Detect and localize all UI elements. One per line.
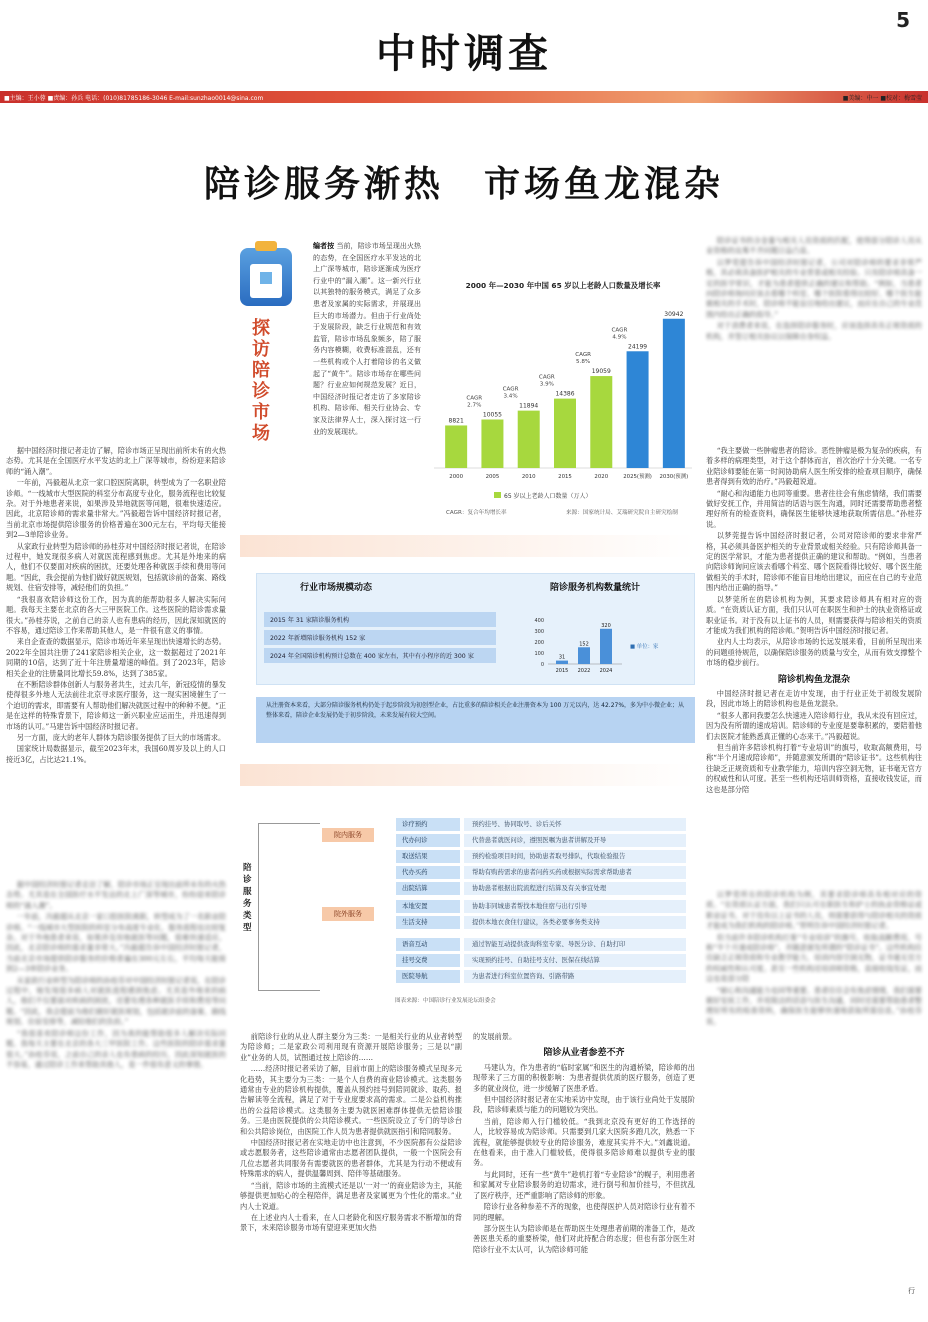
- paragraph: 从家政行业转型为陪诊师的孙桂芬对中国经济时报记者说，在陪诊过程中，她发现很多病人对就医流程感到焦虑。尤其是外地来的病人，他们不仅要面对疾病的困扰，还要处理各种就医手续和费用等问题。“因此，我会提前为他们做好就医规划，包括就诊前的备案、路线规划、住宿安排等，减轻他们的负担。”: [6, 975, 226, 1027]
- chart1-legend-label: 65 岁以上老龄人口数量（万人）: [504, 493, 592, 500]
- chart2-bar: [600, 629, 612, 664]
- chart1-note: CAGR：复合年均增长率: [446, 510, 507, 516]
- chart1-value-label: 10055: [482, 411, 502, 419]
- chart1-cagr-value: 5.8%: [576, 359, 591, 366]
- chart1-bar: [627, 351, 649, 468]
- paragraph: “我很喜欢陪诊师这份工作，因为真的能帮助很多人解决实际问题。我每天主要在北京的各大三甲医院工作。这些医院的陪诊需求量很大。”孙桂芬说，之前自己的亲人也有患病的经历，因此深知就医的不容易，通过陪诊工作来帮助其他人，是一件很有意义的事情。: [6, 594, 226, 635]
- bottom-left-column: [240, 1032, 462, 1312]
- paragraph: 一年前，冯毅超从北京一家口腔医院离职，转型成为了一名职业陪诊师。“一线城市大型医院的科室分布高度专业化，服务流程也比较复杂。对于外地患者来说，如果涉及异地就医等问题，很难快速适应。因此，北京陪诊师的需求量非常大。”冯毅超告诉中国经济时报记者，当前北京市场提供陪诊服务的价格普遍在300元左右，平均每天能接到2—3单陪诊业务。: [6, 912, 226, 974]
- paragraph: 据中国经济时报记者走访了解，陪诊市场正呈现出前所未有的火热态势。尤其是在全国医疗水平发达的北上广深等城市，纷纷迎来陪诊师的“涌入潮”。: [6, 880, 226, 910]
- paragraph: 当前，陪诊师入行门槛较低。“我到北京没有更好的工作选择的人，比较容易成为陪诊师。只需要到几家大医院多跑几次，熟悉一下流程，就能够提供较专业的陪诊服务，难度其实并不大。”刘鑫说道。在他看来，由于准入门槛较低，使得很多陪诊师难以提供专业的服务。: [473, 1116, 695, 1168]
- chart2-svg: [526, 616, 692, 680]
- paragraph: 前陪诊行业的从业人群主要分为三类：一是相关行业的从业者转型为陪诊师；二是家政公司利用现有资源开展陪诊服务；三是以“副业”业务的人员，试图通过按上陪诊的……: [240, 1032, 462, 1062]
- chart1-cagr-name: CAGR: [502, 386, 519, 393]
- paragraph: 部分医生认为陪诊师是在帮助医生处理患者前期的准备工作，是改善医患关系的重要桥梁，他们对此持配合的态度；但也有部分医生对陪诊行业不太认可，认为陪诊师可能: [473, 1223, 695, 1254]
- paragraph: 在上述业内人士看来，在人口老龄化和医疗服务需求不断增加的背景下，未来陪诊服务市场有望迎来更加火热: [240, 1212, 462, 1233]
- service-category: 医院导航: [396, 970, 460, 983]
- chart1-category-label: 2010: [521, 474, 536, 480]
- service-category: 取送结果: [396, 850, 460, 863]
- paragraph: “我很喜欢陪诊师这份工作，因为真的能帮助很多人解决实际问题。我每天主要在北京的各大三甲医院工作。这些医院的陪诊需求量很大。”孙桂芬说，之前自己的亲人也有患病的经历，因此深知就医的不容易，通过陪诊工作来帮助其他人，是一件很有意义的事情。: [6, 1028, 226, 1069]
- subheading: 陪诊机构鱼龙混杂: [777, 674, 850, 685]
- service-description: 帮助有购药需求的患者问药买药或根据实际需求帮助患者: [464, 866, 686, 879]
- chart1-cagr-name: CAGR: [611, 327, 628, 334]
- chart1-svg: [430, 296, 696, 492]
- service-description: 协助非同城患者帮找本地住宿与出行引导: [464, 900, 686, 913]
- chart1-source: 来源：国家统计局、艾瑞研究院自主研究绘制: [566, 510, 678, 516]
- paragraph: 以梦莞所在的陪诊机构为例，其要求陪诊师具有相对应的资质。“在资质认证方面，我们只认可在职医生和护士的执业资格证或职业证书。对于没有以上证书的人员，则需要获得与陪诊相关的资质才能成为我们机构的陪诊师。”贺明告诉中国经济时报记者。: [706, 890, 922, 931]
- right-column-blurred-top: [706, 236, 922, 436]
- service-description: 预约检验项目时间，协助患者取号排队，代取检验报告: [464, 850, 686, 863]
- paragraph: 业内人士均表示，从陪诊市场的长远发展来看，目前所呈现出来的问题亟待规范，以确保陪诊服务的质量与安全，从而有效支撑整个市场的稳步前行。: [706, 637, 922, 668]
- chart1-category-label: 2015: [558, 474, 572, 480]
- chart2-unit: ■ 单位：家: [630, 644, 659, 650]
- market-info: 从注册资本来看，大部分陪诊服务机构仍处于起步阶段为初创型企业，占比重多的陪诊相关企业注册资本为 100 万元以内，达 42.27%，多为中小微企业；从整体来看，陪诊企业发展仍处于初步阶段，未来发展有较大空间。: [256, 697, 695, 743]
- chart1-value-label: 19059: [591, 368, 611, 376]
- paragraph: 中国经济时报记者在实地走访中也注意到，不少医院都有公益陪诊或志愿服务者，这些陪诊通常由志愿者团队提供，一般一个医院会有几位志愿者共同服务有需要就医的患者群体，尤其是为行动不便或有特殊需求的病人，提供温馨周到、陪伴等基础服务。: [240, 1138, 462, 1179]
- service-description: 实现预约挂号、自助挂号支付、医保在线结算: [464, 954, 686, 967]
- chart1-category-label: 2000: [449, 474, 464, 480]
- chart1-category-label: 2025(预测): [623, 474, 652, 480]
- paragraph: “很多人都问我要怎么快速进入陪诊师行业，我从未没有回应过，因为没有所谓的速成培训。陪诊师的专业度是要靠积累的，要陪着他们去医院才能熟悉真正懂的心态来干。”冯毅超说。: [706, 710, 922, 741]
- paragraph: 陪诊行业各种参差不齐的现象，也使得医护人员对陪诊行业有着不同的理解。: [473, 1202, 695, 1222]
- chart2-value-label: 152: [579, 641, 589, 648]
- editor-note: [313, 240, 421, 438]
- group-outhospital: 院外服务: [322, 907, 374, 921]
- paragraph: 但当前许多陪诊机构打着“专业培训”的旗号，收取高额费用，号称“半个月速成陪诊师”，并随意颁发所谓的“陪诊证书”。这些机构往往缺乏正规资质和专业教学能力，培训内容空洞无物，证书毫无官方的权威性和认可度。甚至一些机构还培训师资格，直接收钱发证，而这也是部分陪: [706, 742, 922, 794]
- left-column-blurred: [6, 880, 226, 1310]
- paragraph: 但中国经济时报记者在实地采访中发现，由于该行业尚处于发展阶段，陪诊师素质与能力的问题较为突出。: [473, 1095, 695, 1115]
- service-category: 出院结算: [396, 882, 460, 895]
- editor-note-text: 当前，陪诊市场呈现出火热的态势，在全国医疗水平发达的北上广深等城市，陪诊逐渐成为医疗行业中的“漏入潮”。这一新兴行业以其独特的服务模式，满足了众多患者及家属的实际需求，并展现出巨大的市场潜力。但由于行业尚处于发展阶段，缺乏行业规范和有效监管，陪诊市场乱象频多，陪了服务内容模糊，收费标准混乱，还有一些机构或个人打着陪诊的名义做起了“黄牛”。陪诊市场存在哪些问题？行业应如何规范发展？近日，中国经济时报记者走访了多家陪诊机构、陪诊师、相关行业协会、专家及法律界人士，深入探讨这一行业的发展现状。: [313, 242, 421, 436]
- chart1-bar: [663, 319, 685, 468]
- editor-credits: ■主编：王小蓉 ■责编：孙兵 电话：(010)81785186-3046 E-mail:sunzhao0014@sina.com: [4, 95, 264, 102]
- chart1-legend: [494, 491, 592, 500]
- paragraph: 来自企查查的数据显示，陪诊市场近年来呈现出快速增长的态势。2022年全国共注册了241家陪诊相关企业，这一数据超过了2021年同期的10倍，达到了近十年注册量增速的峰值。到了2023年，陪诊相关企业的注册量同比增长59.8%，达到了385家。: [6, 637, 226, 678]
- chart1-cagr-value: 4.9%: [612, 334, 627, 341]
- group-inhospital: 院内服务: [322, 828, 374, 842]
- chart1-category-label: 2020: [594, 474, 609, 480]
- service-description: 代替患者就医问诊，遵照医嘱为患者讲解及开导: [464, 834, 686, 847]
- chart2-category-label: 2024: [599, 668, 613, 674]
- chart2-title: 陪诊服务机构数量统计: [550, 583, 641, 593]
- chart2-ytick: 200: [534, 640, 544, 646]
- chart1-bar: [445, 425, 467, 468]
- chart1-cagr-name: CAGR: [466, 395, 483, 402]
- services-label: 陪诊服务类型: [243, 863, 252, 933]
- design-credits: ■美编：中一 ■校对：梅雪莹: [842, 95, 922, 102]
- chart2-ytick: 100: [534, 651, 544, 657]
- service-description: 通过智能互动提供查询科室专家、导医分诊、自助打印: [464, 938, 686, 951]
- chart1-bar: [554, 399, 576, 468]
- editor-note-label: 编者按: [313, 241, 335, 250]
- chart1-category-label: 2005: [485, 474, 500, 480]
- section-title: 中时调查: [376, 31, 552, 77]
- services-source: 图表来源：中国陪诊行业发展论坛组委会: [395, 998, 496, 1004]
- legend-swatch: [494, 492, 501, 498]
- paragraph: 陪诊证书的含金量与相关人员资质的匹配，使得部分陪诊人员从业资格的良莠不齐问题日益凸显。: [706, 236, 922, 256]
- chart1-value-label: 14386: [555, 390, 575, 398]
- chart2-ytick: 0: [540, 662, 544, 668]
- bottom-right-column: [473, 1032, 695, 1312]
- paragraph: “当前，陪诊市场的主流模式还是以‘一对一’的商业陪诊为主，其能够提供更加贴心的全程陪伴，满足患者及家属更为个性化的需求。”业内人士说道。: [240, 1180, 462, 1211]
- service-category: 代办买药: [396, 866, 460, 879]
- chart2-category-label: 2015: [555, 668, 569, 674]
- paragraph: 另一方面，庞大的老年人群体为陪诊服务提供了巨大的市场需求。: [16, 732, 226, 742]
- market-item: 2024 年全国陪诊机构预计总数在 400 家左右，其中有小程序的近 300 家: [264, 648, 496, 663]
- medical-clipboard-icon: [240, 248, 292, 306]
- chart1-bar: [518, 411, 540, 468]
- page-number: 5: [896, 8, 910, 32]
- service-category: 诊疗预约: [396, 818, 460, 831]
- right-column-blurred-bottom: [706, 890, 922, 1310]
- paragraph: “我主要做一些肿瘤患者的陪诊。恶性肿瘤是极为复杂的疾病，有着多样的病理类型，对于这个群体而言，首次治疗十分关键。一名专业陪诊师要能在第一时间协助病人医生所安排的检查项目顺序，确保患者得到有效的治疗。”冯毅超说道。: [706, 446, 922, 487]
- section-divider: [240, 764, 695, 786]
- paragraph: 以梦莞提告诉中国经济时报记者，公司对陪诊师的要求非常严格，其必须具备医护相关的专业背景或相关经验。只有陪诊师具备一定的医学常识，才能为患者提供正确的建议和帮助。“例如，当患者向陪诊师询问应该去看哪个科室、哪个医院看得比较好、哪个医生能做相关的手术时，陪诊师不能盲目地给出建议，而应在自己的专业范围内给出正确的指导。”: [706, 257, 922, 319]
- chart2-ytick: 400: [534, 618, 544, 624]
- subheading: 陪诊从业者参差不齐: [543, 1048, 625, 1059]
- chart1-cagr-value: 3.9%: [539, 381, 554, 388]
- chart1-cagr-name: CAGR: [538, 374, 555, 381]
- paragraph: 马建认为，作为患者的“临时家属”和医生的沟通桥梁，陪诊师的出现带来了三方面的积极影响：为患者提供优质的医疗服务，创造了更多的就业岗位，进一步缓解了医患矛盾。: [473, 1062, 695, 1093]
- paragraph: 一年前，冯毅超从北京一家口腔医院离职，转型成为了一名职业陪诊师。“一线城市大型医院的科室分布高度专业化，服务流程也比较复杂。对于外地患者来说，如果涉及异地就医等问题，很难快速适应。因此，北京陪诊师的需求量非常大。”冯毅超告诉中国经济时报记者，当前北京市场提供陪诊服务的价格普遍在300元左右，平均每天能接到2—3单陪诊业务。: [6, 478, 226, 540]
- paragraph: 从家政行业转型为陪诊师的孙桂芬对中国经济时报记者说，在陪诊过程中，她发现很多病人对就医流程感到焦虑。尤其是外地来的病人，他们不仅要面对疾病的困扰，还要处理各种就医手续和费用等问题。“因此，我会提前为他们做好就医规划，包括就诊前的备案、路线规划、住宿安排等，减轻他们的负担。”: [6, 541, 226, 593]
- continued-marker: 行: [908, 1287, 915, 1295]
- chart1-bar: [481, 419, 503, 468]
- chart1-value-label: 8821: [448, 417, 464, 425]
- market-list: [264, 612, 496, 666]
- service-category: 代办问诊: [396, 834, 460, 847]
- service-description: 提供本地衣食住行建议，各类必要事务类支持: [464, 916, 686, 929]
- service-description: 协助患者根据出院流程进行结算及有关事宜处理: [464, 882, 686, 895]
- paragraph: “耐心和沟通能力也同等重要。患者往往会有焦虑情绪，我们需要做好安抚工作，并用简洁的话语与医生沟通，同时还需要帮助患者整理好所有的检查资料，确保医生能够快速地获取所需信息。”孙桂芬说。: [706, 488, 922, 529]
- service-category: 生活支持: [396, 916, 460, 929]
- paragraph: 但当前许多陪诊机构打着“专业培训”的旗号，收取高额费用，号称“半个月速成陪诊师”，并随意颁发所谓的“陪诊证书”。这些机构往往缺乏正规资质和专业教学能力，培训内容空洞无物，证书毫无官方的权威性和认可度。甚至一些机构还培训师资格，直接收钱发证，而这也是部分陪: [706, 932, 922, 984]
- paragraph: 中国经济时报记者在走访中发现，由于行业正处于初级发展阶段，因此市场上的陪诊机构也是鱼龙混杂。: [706, 688, 922, 709]
- service-category: 本地安置: [396, 900, 460, 913]
- paragraph: 国家统计局数据显示，截至2023年末，我国60周岁及以上的人口接近3亿，占比达21.1%。: [6, 744, 226, 764]
- chart1-cagr-value: 3.4%: [503, 393, 518, 400]
- chart2-bar: [578, 647, 590, 664]
- right-column: [706, 446, 922, 796]
- market-item: 2022 年新增陪诊服务机构 152 家: [264, 630, 496, 645]
- market-item: 2015 年 31 家陪诊服务机构: [264, 612, 496, 627]
- paragraph: 以梦莞提告诉中国经济时报记者，公司对陪诊师的要求非常严格，其必须具备医护相关的专业背景或相关经验。只有陪诊师具备一定的医学常识，才能为患者提供正确的建议和帮助。“例如，当患者向陪诊师询问应该去看哪个科室、哪个医院看得比较好、哪个医生能做相关的手术时，陪诊师不能盲目地给出建议，而应在自己的专业范围内给出正确的指导。”: [706, 531, 922, 593]
- chart2-ytick: 300: [534, 629, 544, 635]
- chart1-bar: [590, 376, 612, 468]
- paragraph: 与此同时，还有一些“黄牛”趁机打着“专业陪诊”的幌子，利用患者和家属对专业陪诊服务的迫切需求，进行倒号和加价挂号，不但扰乱了医疗秩序，还严重影响了陪诊师的形象。: [473, 1169, 695, 1200]
- service-category: 语音互动: [396, 938, 460, 951]
- chart1-value-label: 11894: [519, 402, 539, 410]
- masthead: [0, 0, 928, 90]
- service-description: 为患者进行科室位置咨询、引路带路: [464, 970, 686, 983]
- chart1-title: 2000 年—2030 年中国 65 岁以上老龄人口数量及增长率: [465, 281, 661, 290]
- clip-icon: [255, 241, 277, 251]
- chart1-cagr-name: CAGR: [575, 352, 592, 359]
- chart2-category-label: 2022: [577, 668, 591, 674]
- chart2-value-label: 31: [558, 654, 566, 661]
- section-divider: [240, 535, 695, 557]
- chart1-category-label: 2030(预测): [659, 474, 689, 480]
- chart1-value-label: 30942: [664, 310, 684, 318]
- market-title: 行业市场规模动态: [300, 583, 373, 593]
- paragraph: “耐心和沟通能力也同等重要。患者往往会有焦虑情绪，我们需要做好安抚工作，并用简洁的话语与医生沟通，同时还需要帮助患者整理好所有的检查资料，确保医生能够快速地获取所需信息。”孙桂芬说。: [706, 985, 922, 1026]
- column-tag: 探访陪诊市场: [252, 318, 270, 444]
- service-category: 挂号交费: [396, 954, 460, 967]
- headline: 陪诊服务渐热 市场鱼龙混杂: [203, 164, 724, 205]
- chart2-bar: [556, 661, 568, 664]
- paragraph: 的发展前景。: [473, 1032, 517, 1041]
- paragraph: 以梦莞所在的陪诊机构为例，其要求陪诊师具有相对应的资质。“在资质认证方面，我们只认可在职医生和护士的执业资格证或职业证书。对于没有以上证书的人员，则需要获得与陪诊相关的资质才能成为我们机构的陪诊师。”贺明告诉中国经济时报记者。: [706, 594, 922, 635]
- service-description: 预约挂号、协同取号、诊后关怀: [464, 818, 686, 831]
- left-column: [6, 446, 226, 766]
- chart2-value-label: 320: [601, 622, 611, 629]
- paragraph: 据中国经济时报记者走访了解，陪诊市场正呈现出前所未有的火热态势。尤其是在全国医疗水平发达的北上广深等城市，纷纷迎来陪诊师的“涌入潮”。: [6, 446, 226, 476]
- chart1-value-label: 24199: [628, 343, 648, 351]
- paragraph: 在不断陪诊群体创新人与服务者共生，过去几年，新冠疫情的暴发使得很多外地人无法前往北京寻求医疗服务，这一现实困境催生了一个迫切的需求，即需要有人帮助他们解决就医过程中的种种不便。“正是在这样的特殊背景下，陪诊师这一新兴职业应运而生，并迅速得到市场的认可。”马建告诉中国经济时报记者。: [6, 679, 226, 731]
- paragraph: ……经济时报记者采访了解，目前市面上的陪诊服务模式呈现多元化趋势，其主要分为三类：一是个人自费的商业陪诊模式。这类服务通常由专业的陪诊机构提供，覆盖从预约挂号到陪同就诊、取药、报告解读等全流程，满足了对于专业度要求高的需求。二是公益机构推出的公益陪诊模式。这类服务主要为就医困难群体提供无偿陪诊服务。三是由医院提供的公共陪诊模式。一些医院设立了专门的导诊台和公共陪诊岗位，由医院工作人员为患者提供就医指引和陪同服务。: [240, 1064, 462, 1136]
- chart1-cagr-value: 2.7%: [467, 402, 482, 409]
- paragraph: 对于消费者来说，在选择陪诊服务时，应该选择具有正规资质的机构，并签订相关协议以保障自身权益。: [706, 321, 922, 341]
- services-bracket: [258, 823, 320, 991]
